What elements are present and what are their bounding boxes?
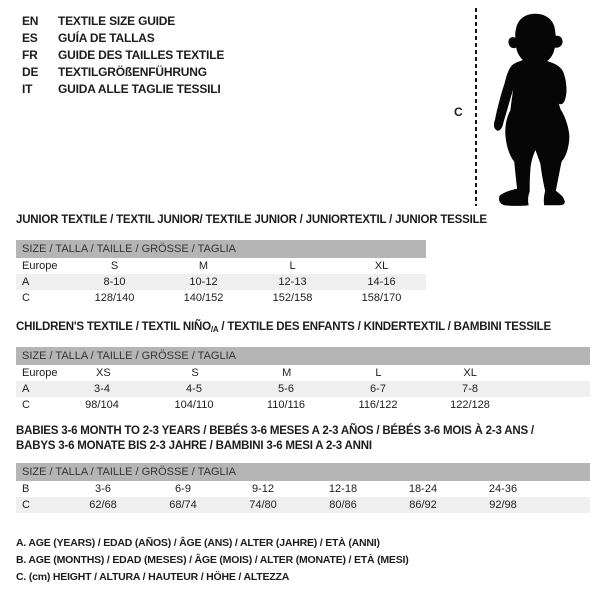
lang-code: ES bbox=[22, 31, 38, 45]
babies-table-title bbox=[16, 424, 534, 454]
age-cell: 4-5 bbox=[186, 383, 202, 395]
size-cell: L bbox=[375, 367, 382, 379]
size-header-bar: SIZE / TALLA / TAILLE / GRÖSSE / TAGLIA bbox=[16, 240, 426, 258]
lang-row-en bbox=[22, 13, 224, 30]
size-cell: M bbox=[198, 260, 209, 272]
table-row bbox=[16, 290, 426, 306]
age-cell: 7-8 bbox=[462, 383, 478, 395]
lang-label: TEXTILGRÖßENFÜHRUNG bbox=[58, 65, 207, 79]
row-label: A bbox=[22, 276, 30, 288]
lang-code: EN bbox=[22, 14, 39, 28]
language-header bbox=[22, 13, 224, 98]
size-cell: L bbox=[289, 260, 296, 272]
age-cell: 12-18 bbox=[328, 483, 358, 495]
height-cell: 104/110 bbox=[174, 399, 214, 411]
children-table-title bbox=[16, 320, 551, 337]
lang-label: GUIDA ALLE TAGLIE TESSILI bbox=[58, 82, 221, 96]
size-header-bar: SIZE / TALLA / TAILLE / GRÖSSE / TAGLIA bbox=[16, 347, 590, 365]
lang-label: GUIDE DES TAILLES TEXTILE bbox=[58, 48, 225, 62]
height-measure-label: C bbox=[454, 105, 463, 119]
footnote-b: B. AGE (MONTHS) / EDAD (MESES) / ÂGE (MOIS) / ALTER (MONATE) / ETÀ (MESI) bbox=[16, 554, 409, 566]
children-title-prefix: CHILDREN'S TEXTILE / TEXTIL NIÑO bbox=[16, 321, 211, 333]
table-row bbox=[16, 397, 590, 413]
height-measure-dashed-line bbox=[475, 8, 477, 206]
height-cell: 62/68 bbox=[89, 499, 117, 511]
children-size-table bbox=[16, 347, 590, 413]
age-cell: 9-12 bbox=[251, 483, 275, 495]
height-cell: 74/80 bbox=[249, 499, 277, 511]
footnotes bbox=[16, 535, 409, 586]
height-cell: 110/116 bbox=[266, 399, 306, 411]
lang-label: TEXTILE SIZE GUIDE bbox=[58, 14, 176, 28]
age-cell: 8-10 bbox=[103, 276, 126, 288]
children-title-sub: /A bbox=[210, 325, 219, 334]
size-cell: XS bbox=[95, 367, 111, 379]
row-label: C bbox=[22, 399, 30, 411]
age-cell: 5-6 bbox=[278, 383, 294, 395]
age-cell: 12-13 bbox=[278, 276, 307, 288]
lang-label: GUÍA DE TALLAS bbox=[58, 31, 155, 45]
lang-row-de bbox=[22, 64, 224, 81]
size-cell: S bbox=[110, 260, 119, 272]
height-cell: 158/170 bbox=[361, 292, 402, 304]
size-cell: XL bbox=[463, 367, 477, 379]
age-cell: 10-12 bbox=[189, 276, 218, 288]
row-label: B bbox=[22, 483, 30, 495]
height-cell: 86/92 bbox=[409, 499, 437, 511]
lang-row-fr bbox=[22, 47, 224, 64]
table-row bbox=[16, 381, 590, 397]
age-cell: 24-36 bbox=[488, 483, 518, 495]
table-row bbox=[16, 481, 590, 497]
footnote-c: C. (cm) HEIGHT / ALTURA / HAUTEUR / HÖHE / ALTEZZA bbox=[16, 571, 290, 583]
baby-silhouette bbox=[487, 6, 584, 211]
size-cell: XL bbox=[374, 260, 389, 272]
height-cell: 122/128 bbox=[450, 399, 490, 411]
row-label: Europe bbox=[22, 367, 58, 379]
age-cell: 6-9 bbox=[175, 483, 191, 495]
row-label: C bbox=[22, 499, 30, 511]
lang-code: DE bbox=[22, 65, 39, 79]
age-cell: 6-7 bbox=[370, 383, 386, 395]
babies-title-line2: BABYS 3-6 MONATE BIS 2-3 JAHRE / BAMBINI 3-6 MESI A 2-3 ANNI bbox=[16, 440, 372, 452]
height-cell: 92/98 bbox=[489, 499, 517, 511]
junior-size-table bbox=[16, 240, 426, 306]
footnote-a: A. AGE (YEARS) / EDAD (AÑOS) / ÂGE (ANS) / ALTER (JAHRE) / ETÀ (ANNI) bbox=[16, 537, 380, 549]
table-row bbox=[16, 258, 426, 274]
table-row bbox=[16, 497, 590, 513]
age-cell: 18-24 bbox=[408, 483, 438, 495]
height-cell: 68/74 bbox=[169, 499, 197, 511]
row-label: C bbox=[22, 292, 30, 304]
height-cell: 98/104 bbox=[85, 399, 119, 411]
lang-code: IT bbox=[22, 82, 33, 96]
height-cell: 116/122 bbox=[358, 399, 398, 411]
size-cell: S bbox=[191, 367, 199, 379]
lang-row-it bbox=[22, 81, 224, 98]
babies-size-table bbox=[16, 463, 590, 513]
height-cell: 152/158 bbox=[272, 292, 313, 304]
age-cell: 3-4 bbox=[94, 383, 110, 395]
height-cell: 128/140 bbox=[94, 292, 135, 304]
lang-code: FR bbox=[22, 48, 38, 62]
lang-row-es bbox=[22, 30, 224, 47]
babies-title-line1: BABIES 3-6 MONTH TO 2-3 YEARS / BEBÉS 3-6 MESES A 2-3 AÑOS / BÉBÉS 3-6 MOIS À 2-3 ANS / bbox=[16, 425, 534, 437]
age-cell: 14-16 bbox=[367, 276, 396, 288]
size-cell: M bbox=[282, 367, 292, 379]
age-cell: 3-6 bbox=[95, 483, 111, 495]
height-cell: 80/86 bbox=[329, 499, 357, 511]
junior-table-title: JUNIOR TEXTILE / TEXTIL JUNIOR/ TEXTILE JUNIOR / JUNIORTEXTIL / JUNIOR TESSILE bbox=[16, 214, 487, 226]
table-row bbox=[16, 365, 590, 381]
row-label: A bbox=[22, 383, 30, 395]
children-title-suffix: / TEXTILE DES ENFANTS / KINDERTEXTIL / BAMBINI TESSILE bbox=[218, 321, 551, 333]
size-header-bar: SIZE / TALLA / TAILLE / GRÖSSE / TAGLIA bbox=[16, 463, 590, 481]
row-label: Europe bbox=[22, 260, 58, 272]
height-cell: 140/152 bbox=[183, 292, 224, 304]
table-row bbox=[16, 274, 426, 290]
